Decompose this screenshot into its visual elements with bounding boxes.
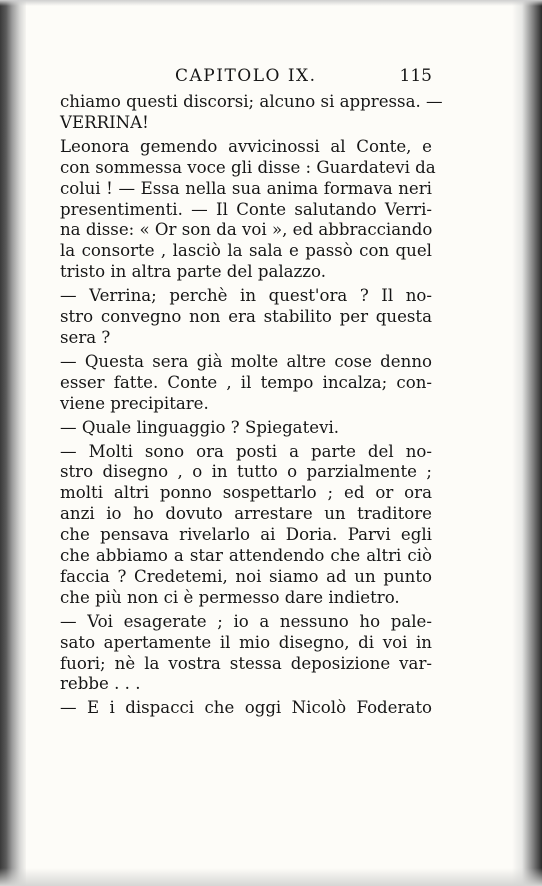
text-line: — Quale linguaggio ? Spiegatevi. [60, 417, 340, 437]
page-number: 115 [399, 66, 432, 86]
text-line: che più non ci è permesso dare indietro. [60, 587, 400, 607]
text-line: chiamo questi discorsi; alcuno si appressa. — [60, 92, 443, 111]
text-line: sera ? [60, 327, 111, 347]
text-line: tristo in altra parte del palazzo. [60, 262, 327, 282]
page-binding-shadow [0, 0, 26, 886]
page-header [60, 66, 432, 90]
text-line: che abbiamo a star attendendo che altri ciò [60, 546, 432, 566]
text-line: VERRINA! [60, 112, 149, 132]
body-text [60, 92, 443, 719]
text-line: stro convegno non era stabilito per questa [60, 307, 432, 327]
text-line: stro disegno , o in tutto o parzialmente ; [60, 462, 432, 482]
text-line: Leonora gemendo avvicinossi al Conte, e [60, 136, 432, 156]
text-line: faccia ? Credetemi, noi siamo ad un punto [60, 566, 432, 586]
text-line: — Verrina; perchè in quest'ora ? Il no- [60, 286, 432, 306]
text-line: esser fatte. Conte , il tempo incalza; con- [60, 372, 432, 392]
text-line: sato apertamente il mio disegno, di voi in [60, 632, 432, 652]
text-line: la consorte , lasciò la sala e passò con quel [60, 241, 432, 261]
text-line: — Questa sera già molte altre cose denno [60, 351, 432, 371]
text-line: presentimenti. — Il Conte salutando Verri- [60, 199, 432, 219]
text-line: rebbe . . . [60, 674, 141, 694]
text-line: — E i dispacci che oggi Nicolò Foderato [60, 698, 432, 718]
text-line: anzi io ho dovuto arrestare un traditore [60, 504, 432, 524]
top-edge-shadow [0, 0, 542, 6]
text-line: — Voi esagerate ; io a nessuno ho pale- [60, 611, 432, 631]
bottom-edge-shadow [0, 868, 542, 886]
text-line: colui ! — Essa nella sua anima formava neri [60, 178, 432, 198]
text-line: — Molti sono ora posti a parte del no- [60, 441, 432, 461]
page-edge-shadow [512, 0, 542, 886]
text-line: con sommessa voce gli disse : Guardatevi da [60, 157, 436, 177]
running-head: CAPITOLO IX. [175, 66, 317, 86]
text-line: na disse: « Or son da voi », ed abbracciando [60, 220, 433, 240]
text-line: che pensava rivelarlo ai Doria. Parvi egli [60, 525, 432, 545]
text-line: viene precipitare. [60, 393, 209, 413]
text-line: molti altri ponno sospettarlo ; ed or ora [60, 483, 432, 503]
text-line: fuori; nè la vostra stessa deposizione var- [60, 653, 432, 673]
